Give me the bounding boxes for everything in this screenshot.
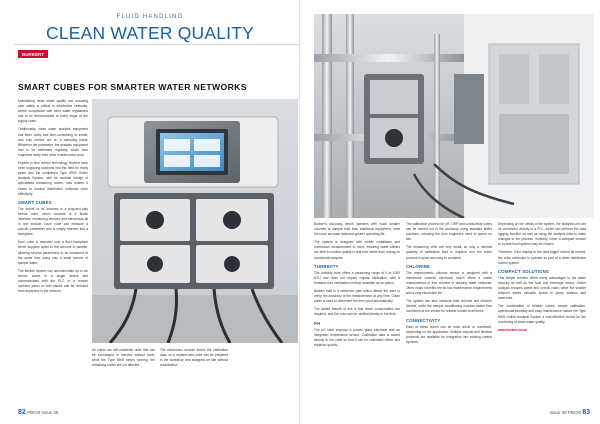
- paragraph: The system is designed with simple installation and continuous measurement in mind, ensuring water utilities are able to monitor quality in real time rather than relying on occasional samples.: [314, 240, 400, 260]
- header-rule: [14, 44, 300, 45]
- paragraph: Traditionally, clean water analysis equipment has been bulky and time-consuming to install, and only carried out on a sampling basis. Whatever the parameter, the analysis equipment had to be calibrated regularly, which took engineers away from other maintenance work.: [18, 127, 88, 157]
- page-number-right: 83: [582, 409, 590, 416]
- installation-photo: [314, 14, 594, 218]
- right-page: [300, 0, 600, 424]
- analysis-panel-photo: [92, 99, 298, 343]
- subheading-connectivity: CONNECTIVITY: [406, 317, 441, 323]
- column-intro: [18, 99, 88, 297]
- paragraph: Burkert built in a reference path which allows the user to verify the accuracy of the measurement at any time. Clean water is used to determine the zero point automatically.: [314, 289, 400, 304]
- subheading-chlorine: CHLORINE: [406, 263, 431, 269]
- paragraph: Experts in flow control technology, Burkert have been supplying solutions into this field for many years and the company's Type 8905 Online Analysis System, with its modular design of specialised measuring cubes, now makes it easier to monitor distribution networks more effectively.: [18, 161, 88, 196]
- publication-label: PBCM Issue 38: [27, 410, 59, 415]
- subheading-turbidity: TURBIDITY: [314, 263, 339, 269]
- paragraph: The calibration process for pH, ORP and conductivity cubes can be carried out in the workshop using standard buffer solutions, reducing the time engineers need to spend on site.: [406, 222, 492, 242]
- column-turbidity: [314, 222, 400, 351]
- paragraph: The combination of reliable cubes, simple calibration, operational flexibility and easy maintenance makes the Type 8905 Online Analysis System a cost-effective choice for the monitoring of clean water quality.: [498, 304, 586, 324]
- photo-caption-right: [160, 348, 228, 371]
- publication-label: Issue 38 PBCM: [549, 410, 581, 415]
- paragraph: All cubes are self-contained units that can be exchanged in minutes without tools, while the Type 8905 keeps running; the remaining cubes are not affected.: [92, 348, 155, 368]
- paragraph: The pH cube employs a proven glass electrode with an integrated temperature sensor. Calibration data is stored directly in the cube so that it can be calibrated offline and replaced quickly.: [314, 327, 400, 347]
- right-folio: [550, 409, 590, 416]
- paragraph: This simple solution offers many advantages to the water industry as well as the food and beverage sector. Online analysis reduces waste and overall costs, while the smaller footprint saves valuable space in pump stations and reservoirs.: [498, 275, 586, 301]
- column-chlorine: [406, 222, 492, 348]
- paragraph: The electronics module stores the calibration data, so a replacement cube can be prepared in the workshop and swapped on site without recalibration.: [160, 348, 228, 368]
- photo-caption-left: [92, 348, 155, 371]
- paragraph: Each of these cubes can be used alone or combined, depending on the application. Multiple outputs and fieldbus protocols are available for integration into existing control systems.: [406, 324, 492, 344]
- left-folio: [18, 409, 58, 416]
- section-kicker: FLUID HANDLING: [116, 14, 184, 20]
- paragraph: Maintaining clean water quality and ensuring user safety is critical in distribution networks, where compliance with strict water regulations has to be demonstrated at every stage of the supply chain.: [18, 99, 88, 124]
- subheading-smart-cubes: SMART CUBES: [18, 199, 52, 205]
- paragraph: The turbidity cube offers a measuring range of 0 to 1000 NTU and does not require regular calibration, with a formazin-free verification method available as an option.: [314, 270, 400, 285]
- article-title: SMART CUBES FOR SMARTER WATER NETWORKS: [18, 82, 247, 92]
- column-compact: [498, 222, 586, 336]
- page-headline: CLEAN WATER QUALITY: [46, 23, 254, 43]
- paragraph: The system can also measure total chlorine and chlorine dioxide, while the sample conditioning ensures stable flow conditions at the sensor for reliable results at all times.: [406, 299, 492, 314]
- paragraph: Burkert's accuracy, which operates with much smaller volumes of sample fluid than traditional equipment, uses the more accurate data and greater operating life.: [314, 222, 400, 237]
- subheading-ph: PH: [314, 320, 321, 326]
- paragraph: The flexible system can accommodate up to six sensor cubes in a single device and communicates with the PLC or a remote operator panel so that values can be checked from anywhere in the network.: [18, 268, 88, 294]
- website-link[interactable]: www.burkert.co.uk: [498, 327, 527, 332]
- paragraph: The amperometric chlorine sensor is designed with a membrane covered electrode, which offers a stable measurement of free chlorine in drinking water networks. Other major benefits are its low maintenance requirements and a long electrolyte life.: [406, 270, 492, 296]
- paragraph: The added benefit of this is that fewer consumables are required, and the cube can be verified directly in the field.: [314, 307, 400, 317]
- paragraph: Therefore, if the display or the data logger should be moved, the cube continues to operate as part of a wider distributed control system.: [498, 250, 586, 265]
- page-number-left: 82: [18, 409, 26, 416]
- paragraph: Each cube is mounted onto a fluid backplane which supplies water to the sensors in parallel, allowing several parameters to be measured at the same time using only a small volume of sample water.: [18, 240, 88, 265]
- paragraph: The secret to its success is a plug-and-play sensor cube, which consists of a fluidic interface, measuring sensors and electronics all in one module. Each cube can measure a specific parameter and is simply inserted into a backplane.: [18, 206, 88, 237]
- subheading-compact-solutions: COMPACT SOLUTIONS: [498, 268, 550, 274]
- company-badge: BURKERT: [18, 50, 48, 58]
- paragraph: The measuring cells are very small, so only a minimal quantity of calibration fluid is required and the entire process is quick and easy to complete.: [406, 245, 492, 260]
- paragraph: Depending on the needs of the system, the analysis unit can be connected directly to a PLC, which can perform the data logging function as well as using the analysis data to make changes to the process. Similarly, either a compact version or a panel-built system may be chosen.: [498, 222, 586, 247]
